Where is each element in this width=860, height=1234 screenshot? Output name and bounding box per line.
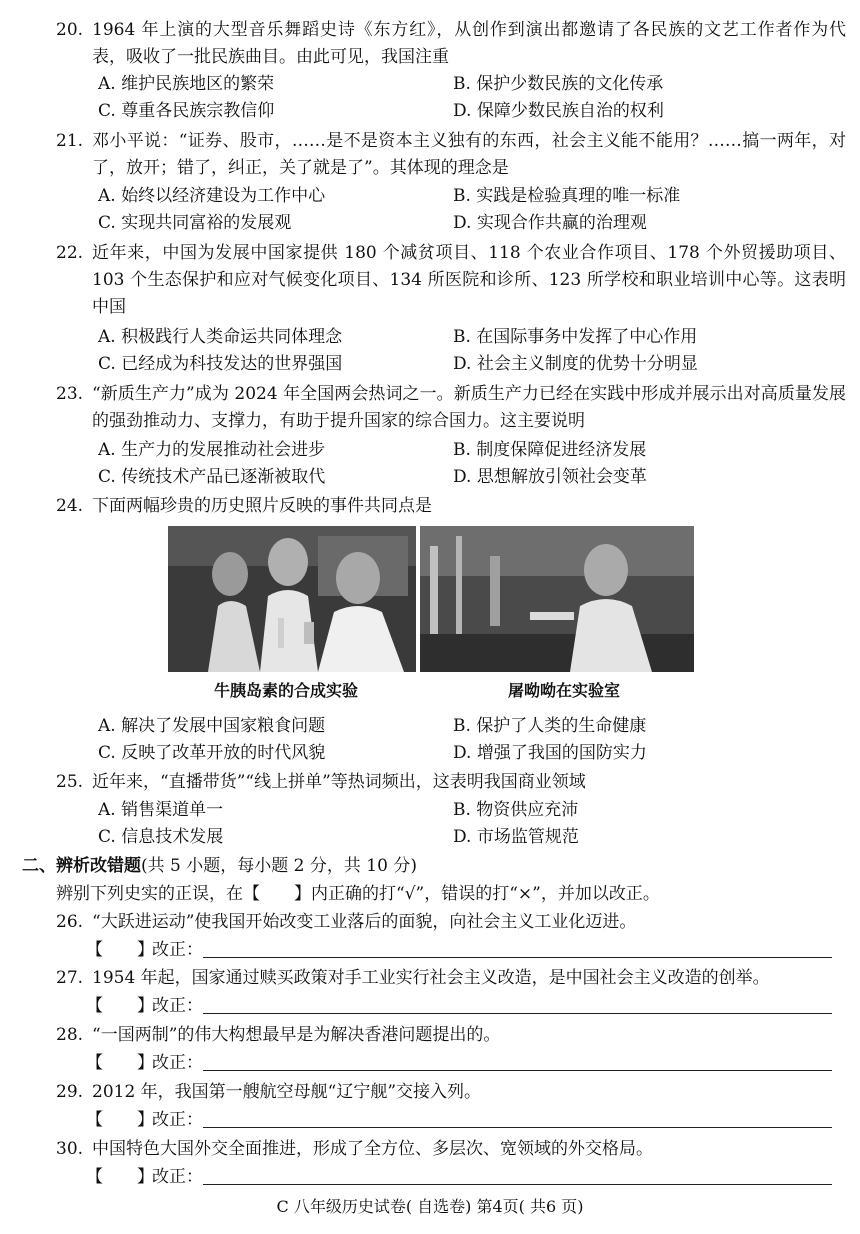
answer-bracket[interactable]: 【 】: [86, 1053, 154, 1073]
photo-right-caption: 屠呦呦在实验室: [508, 681, 621, 700]
correction-label: 改正：: [152, 1110, 203, 1130]
item-number: 30.: [56, 1139, 84, 1159]
option-b: B. 保护了人类的生命健康: [453, 716, 647, 736]
question-24: [56, 493, 846, 520]
item-text: “大跃进运动”使我国开始改变工业落后的面貌，向社会主义工业化迈进。: [92, 912, 637, 932]
option-a: A. 维护民族地区的繁荣: [98, 74, 275, 94]
correction-label: 改正：: [152, 996, 203, 1016]
option-c: C. 反映了改革开放的时代风貌: [98, 743, 326, 763]
answer-row-28: [86, 1050, 832, 1077]
item-text: 2012 年，我国第一艘航空母舰“辽宁舰”交接入列。: [92, 1082, 482, 1102]
answer-bracket[interactable]: 【 】: [86, 940, 154, 960]
question-stem: 1964 年上演的大型音乐舞蹈史诗《东方红》，从创作到演出都邀请了各民族的文艺工作者作为代表，吸收了一批民族曲目。由此可见，我国注重: [92, 20, 846, 67]
option-c: C. 已经成为科技发达的世界强国: [98, 354, 343, 374]
correction-line[interactable]: [203, 1050, 832, 1071]
item-number: 28.: [56, 1025, 84, 1045]
answer-row-30: [86, 1164, 832, 1191]
item-26: [56, 909, 846, 936]
question-stem: 下面两幅珍贵的历史照片反映的事件共同点是: [92, 496, 432, 516]
option-a: A. 积极践行人类命运共同体理念: [98, 327, 343, 347]
page-footer: C 八年级历史试卷( 自选卷) 第4页( 共6 页): [276, 1197, 584, 1216]
photo-insulin-synthesis: [168, 526, 416, 672]
option-d: D. 社会主义制度的优势十分明显: [453, 354, 698, 374]
question-stem: 近年来，“直播带货”“线上拼单”等热词频出，这表明我国商业领域: [92, 772, 586, 792]
question-stem: 邓小平说：“证券、股市，……是不是资本主义独有的东西，社会主义能不能用？……搞一两年，对了，放开；错了，纠正，关了就是了”。其体现的理念是: [92, 131, 846, 178]
question-stem: “新质生产力”成为 2024 年全国两会热词之一。新质生产力已经在实践中形成并展示出对高质量发展的强劲推动力、支撑力，有助于提升国家的综合国力。这主要说明: [92, 384, 846, 431]
option-b: B. 制度保障促进经济发展: [453, 440, 647, 460]
option-a: A. 销售渠道单一: [98, 800, 224, 820]
item-27: [56, 965, 846, 992]
photo-insulin-synthesis-image: [168, 526, 416, 672]
item-text: 1954 年起，国家通过赎买政策对手工业实行社会主义改造，是中国社会主义改造的创举。: [92, 968, 770, 988]
correction-label: 改正：: [152, 1167, 203, 1187]
question-number: 24.: [56, 496, 84, 516]
question-25: [56, 769, 846, 796]
answer-row-29: [86, 1107, 832, 1134]
answer-bracket[interactable]: 【 】: [86, 1110, 154, 1130]
option-c: C. 传统技术产品已逐渐被取代: [98, 467, 326, 487]
option-b: B. 物资供应充沛: [453, 800, 579, 820]
correction-line[interactable]: [203, 1107, 832, 1128]
option-a: A. 生产力的发展推动社会进步: [98, 440, 326, 460]
question-number: 25.: [56, 772, 84, 792]
options-20: [98, 71, 838, 125]
item-28: [56, 1022, 846, 1049]
option-d: D. 保障少数民族自治的权利: [453, 101, 664, 121]
answer-row-26: [86, 937, 832, 964]
item-29: [56, 1079, 846, 1106]
correction-line[interactable]: [203, 1164, 832, 1185]
section-title: [22, 853, 417, 880]
correction-label: 改正：: [152, 940, 203, 960]
option-d: D. 实现合作共赢的治理观: [453, 213, 647, 233]
section-title-text: 二、辨析改错题: [22, 856, 141, 876]
item-number: 27.: [56, 968, 84, 988]
photo-tu-youyou-lab-image: [420, 526, 694, 672]
photo-tu-youyou-lab: [420, 526, 694, 672]
item-30: [56, 1136, 846, 1163]
option-c: C. 实现共同富裕的发展观: [98, 213, 292, 233]
item-text: “一国两制”的伟大构想最早是为解决香港问题提出的。: [92, 1025, 501, 1045]
question-number: 21.: [56, 131, 84, 151]
option-b: B. 实践是检验真理的唯一标准: [453, 186, 681, 206]
options-21: [98, 183, 838, 237]
correction-line[interactable]: [203, 937, 832, 958]
option-d: D. 思想解放引领社会变革: [453, 467, 647, 487]
item-number: 29.: [56, 1082, 84, 1102]
question-21: [56, 128, 846, 182]
question-20: [56, 17, 846, 71]
option-b: B. 保护少数民族的文化传承: [453, 74, 664, 94]
option-c: C. 信息技术发展: [98, 827, 224, 847]
options-23: [98, 437, 838, 491]
section-meta: (共 5 小题，每小题 2 分，共 10 分): [141, 856, 417, 876]
option-d: D. 市场监管规范: [453, 827, 579, 847]
option-c: C. 尊重各民族宗教信仰: [98, 101, 275, 121]
question-23: [56, 381, 846, 435]
options-22: [98, 324, 838, 378]
options-24: [98, 713, 838, 767]
answer-row-27: [86, 993, 832, 1020]
photo-pair: [168, 526, 694, 706]
item-text: 中国特色大国外交全面推进，形成了全方位、多层次、宽领域的外交格局。: [92, 1139, 653, 1159]
question-22: [56, 240, 846, 321]
option-d: D. 增强了我国的国防实力: [453, 743, 647, 763]
option-b: B. 在国际事务中发挥了中心作用: [453, 327, 698, 347]
section-instruction: 辨别下列史实的正误，在【 】内正确的打“√”，错误的打“×”，并加以改正。: [56, 884, 660, 904]
question-stem: 近年来，中国为发展中国家提供 180 个减贫项目、118 个农业合作项目、178 个外贸援助项目、103 个生态保护和应对气候变化项目、134 所医院和诊所、123 所学校和职业培训中心等。这表明中国: [92, 243, 846, 317]
correction-line[interactable]: [203, 993, 832, 1014]
option-a: A. 始终以经济建设为工作中心: [98, 186, 326, 206]
correction-label: 改正：: [152, 1053, 203, 1073]
question-number: 23.: [56, 384, 84, 404]
answer-bracket[interactable]: 【 】: [86, 996, 154, 1016]
question-number: 22.: [56, 243, 84, 263]
option-a: A. 解决了发展中国家粮食问题: [98, 716, 326, 736]
answer-bracket[interactable]: 【 】: [86, 1167, 154, 1187]
options-25: [98, 797, 838, 851]
question-number: 20.: [56, 20, 84, 40]
photo-left-caption: 牛胰岛素的合成实验: [214, 681, 359, 700]
item-number: 26.: [56, 912, 84, 932]
